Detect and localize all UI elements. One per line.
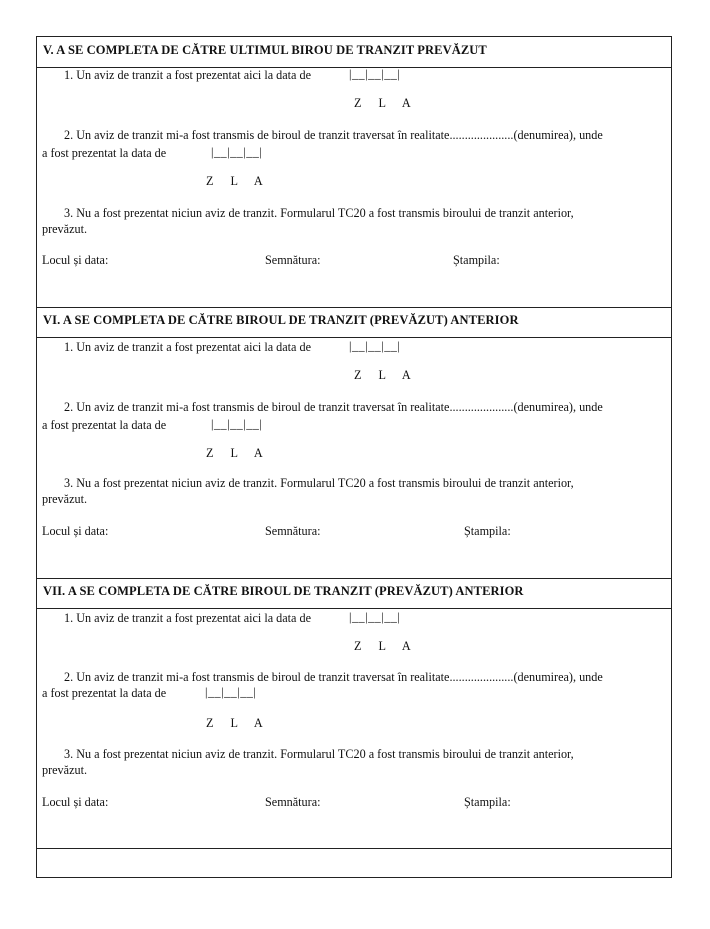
- item-2-continuation: a fost prezentat la data de: [42, 418, 167, 432]
- empty-footer-row: [37, 847, 671, 877]
- item-2-continuation: a fost prezentat la data de: [42, 146, 167, 160]
- item-1-text: 1. Un aviz de tranzit a fost prezentat aici la data de: [64, 340, 312, 354]
- signature-label: Semnătura:: [265, 524, 321, 538]
- section-vi: [37, 307, 671, 579]
- item-1-text: 1. Un aviz de tranzit a fost prezentat aici la data de: [64, 68, 312, 82]
- zla-label: Z L A: [354, 368, 418, 382]
- section-header: [37, 578, 671, 609]
- section-vii: [37, 578, 671, 849]
- item-3-continuation: prevăzut.: [42, 763, 88, 777]
- section-title: VI. A SE COMPLETA DE CĂTRE BIROUL DE TRANZIT (PREVĂZUT) ANTERIOR: [43, 313, 519, 327]
- zla-label: Z L A: [354, 96, 418, 110]
- section-v: [37, 37, 671, 308]
- item-2-text: 2. Un aviz de tranzit mi-a fost transmis de biroul de tranzit traversat în realitate.....................(denumirea), unde: [64, 400, 603, 414]
- item-2-continuation: a fost prezentat la data de: [42, 686, 167, 700]
- signature-label: Semnătura:: [265, 253, 321, 267]
- item-2-text: 2. Un aviz de tranzit mi-a fost transmis de biroul de tranzit traversat în realitate.....................(denumirea), unde: [64, 670, 603, 684]
- item-2-text: 2. Un aviz de tranzit mi-a fost transmis de biroul de tranzit traversat în realitate.....................(denumirea), unde: [64, 128, 603, 142]
- place-date-label: Locul și data:: [42, 795, 109, 809]
- date-boxes[interactable]: |__|__|__|: [349, 339, 401, 353]
- section-title: VII. A SE COMPLETA DE CĂTRE BIROUL DE TRANZIT (PREVĂZUT) ANTERIOR: [43, 584, 524, 598]
- item-3-continuation: prevăzut.: [42, 222, 88, 236]
- date-boxes[interactable]: |__|__|__|: [349, 67, 401, 81]
- section-header: [37, 307, 671, 338]
- place-date-label: Locul și data:: [42, 253, 109, 267]
- item-1-text: 1. Un aviz de tranzit a fost prezentat aici la data de: [64, 611, 312, 625]
- date-boxes[interactable]: |__|__|__|: [211, 417, 263, 431]
- signature-label: Semnătura:: [265, 795, 321, 809]
- zla-label: Z L A: [206, 716, 270, 730]
- date-boxes[interactable]: |__|__|__|: [349, 610, 401, 624]
- zla-label: Z L A: [354, 639, 418, 653]
- item-3-text: 3. Nu a fost prezentat niciun aviz de tranzit. Formularul TC20 a fost transmis biroului de tranzit anterior,: [64, 476, 574, 490]
- date-boxes[interactable]: |__|__|__|: [205, 685, 257, 699]
- zla-label: Z L A: [206, 446, 270, 460]
- zla-label: Z L A: [206, 174, 270, 188]
- stamp-label: Ștampila:: [464, 524, 511, 538]
- place-date-label: Locul și data:: [42, 524, 109, 538]
- item-3-text: 3. Nu a fost prezentat niciun aviz de tranzit. Formularul TC20 a fost transmis biroului de tranzit anterior,: [64, 747, 574, 761]
- stamp-label: Ștampila:: [453, 253, 500, 267]
- section-title: V. A SE COMPLETA DE CĂTRE ULTIMUL BIROU DE TRANZIT PREVĂZUT: [43, 43, 487, 57]
- section-header: [37, 37, 671, 68]
- stamp-label: Ștampila:: [464, 795, 511, 809]
- form-frame: [36, 36, 672, 878]
- item-3-continuation: prevăzut.: [42, 492, 88, 506]
- item-3-text: 3. Nu a fost prezentat niciun aviz de tranzit. Formularul TC20 a fost transmis biroului de tranzit anterior,: [64, 206, 574, 220]
- date-boxes[interactable]: |__|__|__|: [211, 145, 263, 159]
